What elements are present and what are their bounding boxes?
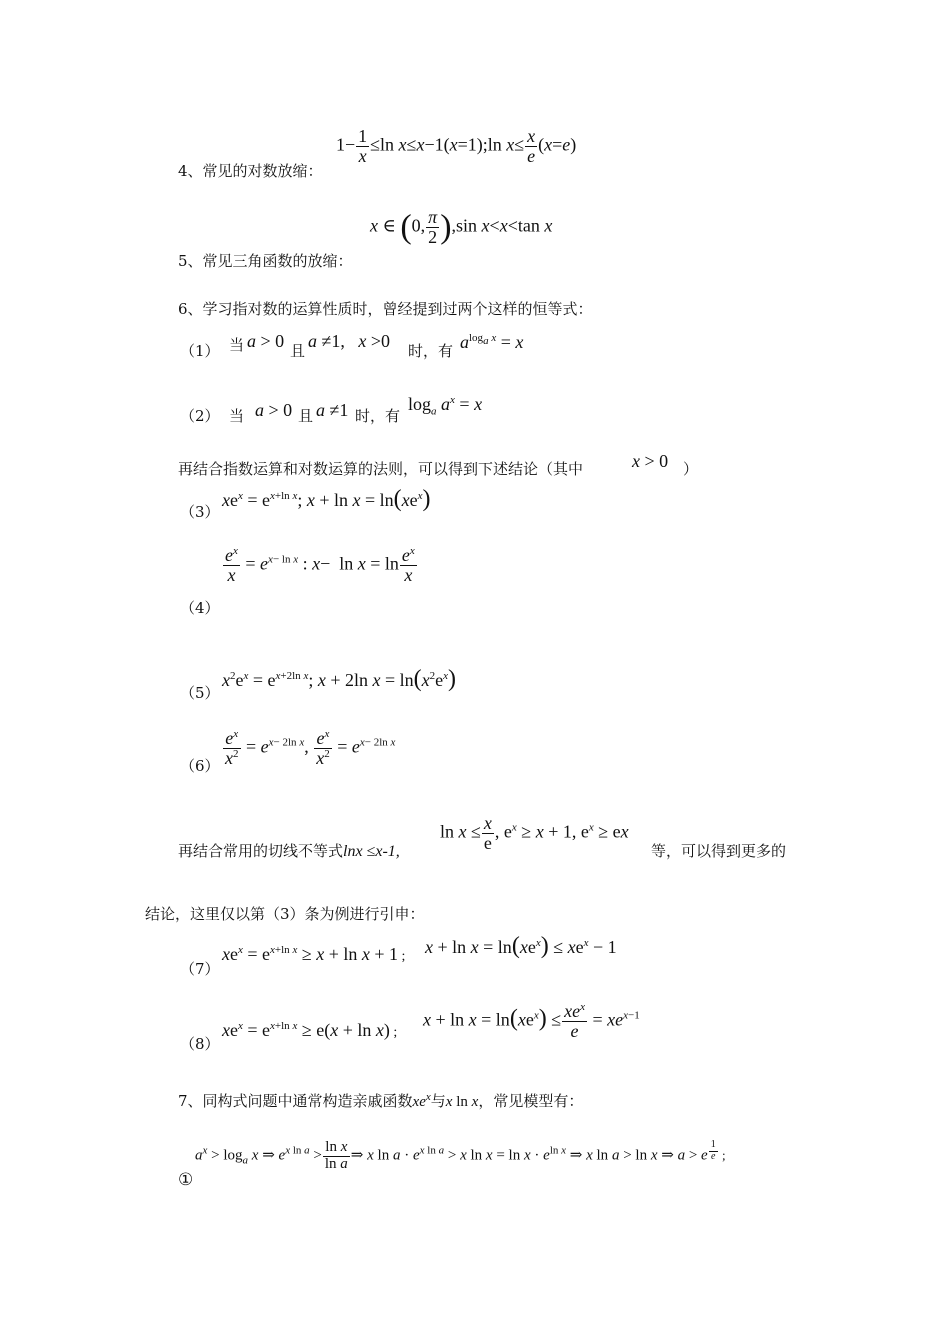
formula-result-4: $\frac{e^x}{x}$ = $e^{x- ln x}$ : x− ln x = ln $\frac{e^x}{x}$ bbox=[225, 545, 415, 585]
extend-text: 结论，这里仅以第（3）条为例进行引申： bbox=[145, 905, 425, 923]
identity-1-then: 时，有 bbox=[408, 342, 454, 360]
formula-result-7b: $x + \ln x = \ln(xe^x) \le xe^x - 1$ bbox=[425, 933, 617, 959]
tangent-text: 再结合常用的切线不等式lnx ≤x-1, bbox=[178, 842, 400, 860]
result-6-label: （6） bbox=[180, 757, 220, 775]
cond-a-positive: a > 0 bbox=[247, 331, 285, 351]
result-4-label: （4） bbox=[180, 599, 220, 617]
result-3-label: （3） bbox=[180, 503, 220, 521]
formula-tangent-ineq: ln x ≤ $\frac{x}{e}$ , $e^x \ge x + 1$, $e^x$ ≥ ex bbox=[440, 813, 629, 853]
identity-2-label: （2） bbox=[180, 407, 220, 425]
identity-1-and: 且 bbox=[290, 342, 306, 360]
item-6-text: 6、学习指对数的运算性质时，曾经提到过两个这样的恒等式： bbox=[178, 300, 593, 318]
item-5-label: 5、常见三角函数的放缩： bbox=[178, 252, 353, 270]
combine-text: 再结合指数运算和对数运算的法则，可以得到下述结论（其中 bbox=[178, 460, 584, 478]
tangent-text-end: 等，可以得到更多的 bbox=[651, 842, 787, 860]
identity-2-and: 且 bbox=[298, 407, 314, 425]
model-1-label: ① bbox=[178, 1170, 194, 1190]
formula-identity-2: $\log_a a^x = x$ bbox=[408, 394, 483, 418]
cond2-a-not-1: a ≠1 bbox=[316, 400, 349, 420]
formula-log-bounds: 1− $\frac{1}{x}$ ≤ln x≤x−1(x=1);ln x≤ $\frac{x}{e}$ (x=e) bbox=[336, 126, 577, 166]
formula-trig-bounds: x ∈ (0, $\frac{\pi}{2}$ ),sin x<x<tan x bbox=[370, 207, 553, 247]
identity-2-then: 时，有 bbox=[355, 407, 401, 425]
cond-a-not-1: a ≠1, x >0 bbox=[308, 331, 391, 351]
formula-result-5: $x^2e^x = e^{x+2ln x}$; x + 2ln $x = \ln(x^2e^x)$ bbox=[222, 666, 457, 692]
formula-model-1: $a^x > \log_a x$ ⇒ $e^{x ln a}$ > $\frac{\text{ln x}}{\text{ln a}}$ ⇒ x $\ln a \cdot e^{x ln a} > x$ $\ln x = \ln x \cdot e^{ln x}$ ⇒ x ln a > ln x ⇒ a > e $^{\frac{1}{e}}$ ; bbox=[195, 1139, 726, 1172]
formula-result-7a: $xe^x = e^{x+ln x} \ge x + \ln x + 1$ ; bbox=[222, 944, 406, 964]
cond-x-positive: x > 0 bbox=[632, 451, 669, 471]
identity-1-label: （1） bbox=[180, 342, 220, 360]
result-8-label: （8） bbox=[180, 1035, 220, 1053]
identity-1-when: 当 bbox=[229, 336, 245, 354]
item-7-text: 7、同构式问题中通常构造亲戚函数$xe^x$与x ln x，常见模型有： bbox=[178, 1091, 584, 1110]
identity-2-when: 当 bbox=[229, 407, 245, 425]
result-7-label: （7） bbox=[180, 960, 220, 978]
formula-result-8b: $x + \ln x = \ln(xe^x)$ ≤ $\frac{xe^x}{e}$ = $xe^{x-1}$ bbox=[423, 1001, 640, 1041]
result-5-label: （5） bbox=[180, 684, 220, 702]
formula-result-3: $xe^x = e^{x+ln x}$; $x + \ln x = \ln(xe^x)$ bbox=[222, 486, 431, 512]
item-4-label: 4、常见的对数放缩： bbox=[178, 162, 323, 180]
formula-identity-1: $a^{log_a x} = x$ bbox=[460, 332, 524, 352]
formula-result-8a: $xe^x = e^{x+ln x} \ge e(x + \ln x)$ ; bbox=[222, 1020, 398, 1040]
combine-text-end: ） bbox=[683, 460, 699, 478]
formula-result-6: $\frac{e^x}{x^2}$ = $e^{x- 2ln x}$, $\frac{e^x}{x^2}$ = $e^{x- 2ln x}$ bbox=[225, 728, 396, 768]
cond2-a-positive: a > 0 bbox=[255, 400, 293, 420]
